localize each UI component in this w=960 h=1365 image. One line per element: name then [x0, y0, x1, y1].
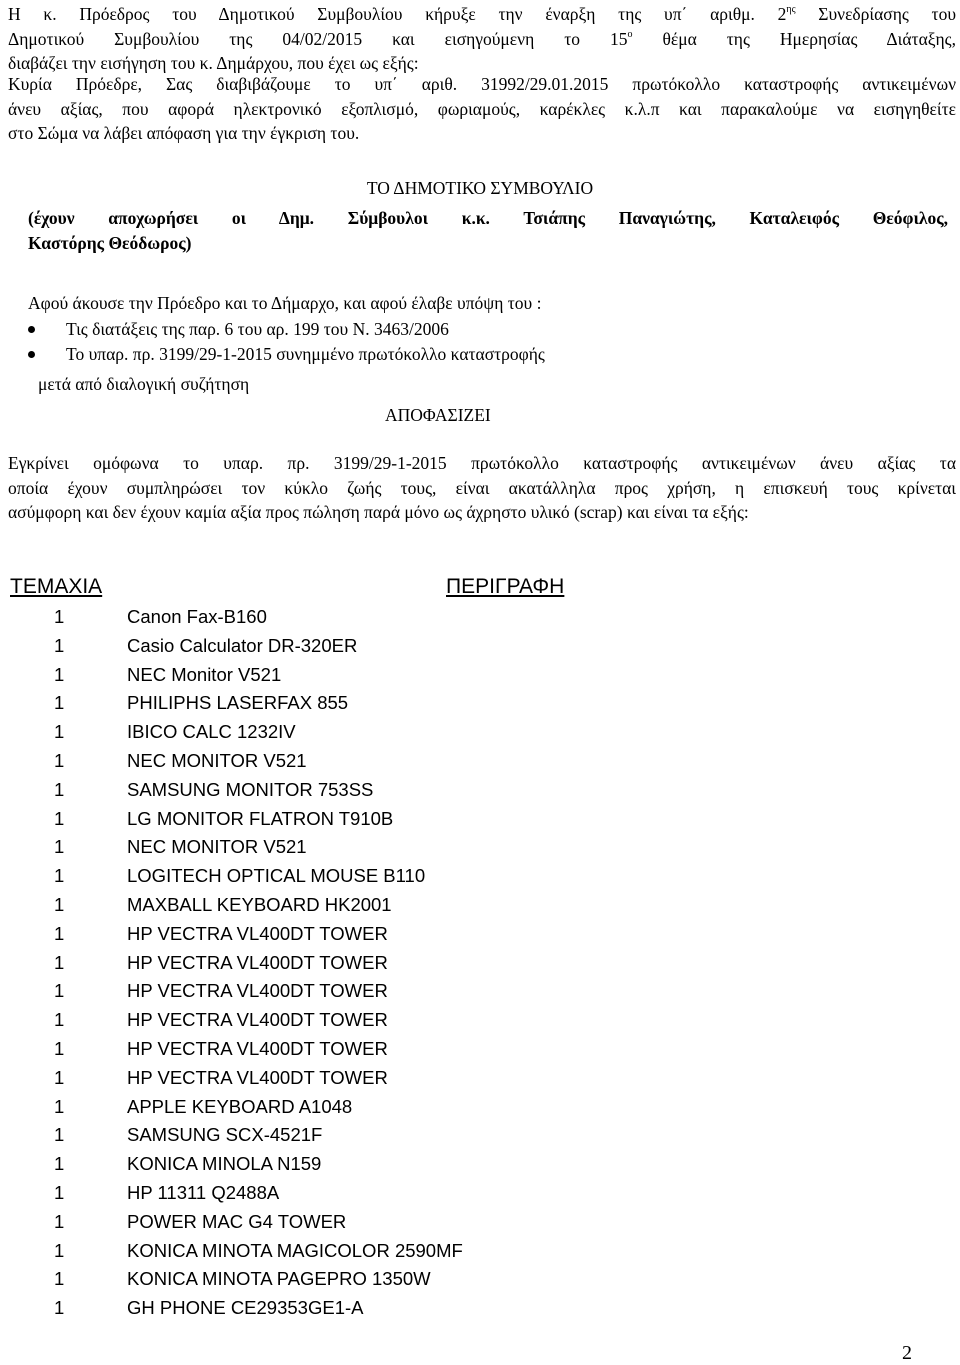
item-description: POWER MAC G4 TOWER: [127, 1210, 347, 1232]
item-qty: 1: [54, 1153, 65, 1175]
item-qty: 1: [54, 634, 65, 656]
item-qty: 1: [54, 1239, 65, 1261]
table-row: [10, 1208, 950, 1237]
decision-line-2: οποία έχουν συμπληρώσει τον κύκλο ζωής τους, είναι ακατάλληλα προς χρήση, η επισκευή τους κρίνεται: [8, 477, 956, 498]
table-row: [10, 833, 950, 862]
item-qty: 1: [54, 692, 65, 714]
item-qty: 1: [54, 1095, 65, 1117]
item-qty: 1: [54, 1297, 65, 1319]
decision-line-3: ασύμφορη και δεν έχουν καμία αξία προς πώληση παρά μόνο ως άχρηστο υλικό (scrap) και είναι τα εξής:: [8, 502, 749, 522]
item-description: GH PHONE CE29353GE1-A: [127, 1297, 364, 1319]
item-description: NEC MONITOR V521: [127, 836, 307, 858]
item-qty: 1: [54, 1037, 65, 1059]
table-row: [10, 1121, 950, 1150]
item-description: HP VECTRA VL400DT TOWER: [127, 1009, 388, 1031]
item-description: KONICA MINOTA PAGEPRO 1350W: [127, 1268, 431, 1290]
item-qty: 1: [54, 1210, 65, 1232]
table-row: [10, 689, 950, 718]
item-description: LG MONITOR FLATRON T910B: [127, 807, 394, 829]
table-row: [10, 1294, 950, 1323]
item-description: APPLE KEYBOARD A1048: [127, 1095, 353, 1117]
table-row: [10, 891, 950, 920]
bullet-icon: [28, 351, 35, 358]
table-row: [10, 1064, 950, 1093]
absent-line-2: Καστόρης Θεόδωρος): [28, 232, 192, 253]
table-row: [10, 718, 950, 747]
table-row: [10, 1179, 950, 1208]
items-table-body: [10, 603, 950, 1323]
item-description: HP VECTRA VL400DT TOWER: [127, 980, 388, 1002]
item-qty: 1: [54, 1066, 65, 1088]
item-qty: 1: [54, 980, 65, 1002]
council-title: ΤΟ ΔΗΜΟΤΙΚΟ ΣΥΜΒΟΥΛΙΟ: [366, 178, 594, 198]
decision-line-1: Εγκρίνει ομόφωνα το υπαρ. πρ. 3199/29-1-2015 πρωτόκολλο καταστροφής αντικειμένων άνευ αξίας τα: [8, 453, 956, 473]
item-qty: 1: [54, 749, 65, 771]
item-description: HP 11311 Q2488A: [127, 1181, 280, 1203]
discussion-note: μετά από διαλογική συζήτηση: [38, 374, 250, 394]
decides-heading: ΑΠΟΦΑΣΙΖΕΙ: [385, 405, 491, 425]
item-description: HP VECTRA VL400DT TOWER: [127, 951, 388, 973]
table-row: [10, 776, 950, 805]
intro-line-3: διαβάζει την εισήγηση του κ. Δημάρχου, που έχει ως εξής:: [8, 53, 419, 73]
letter-line-1: Κυρία Πρόεδρε, Σας διαβιβάζουμε το υπ΄ αριθ. 31992/29.01.2015 πρωτόκολλο καταστροφής αντικειμένων: [8, 74, 956, 94]
item-description: Casio Calculator DR-320ER: [127, 634, 358, 656]
item-qty: 1: [54, 606, 65, 627]
table-row: [10, 1006, 950, 1035]
item-qty: 1: [54, 663, 65, 685]
item-description: SAMSUNG MONITOR 753SS: [127, 778, 374, 800]
item-description: NEC Monitor V521: [127, 663, 282, 685]
item-qty: 1: [54, 893, 65, 915]
items-table: [10, 575, 950, 1323]
considering-intro: Αφού άκουσε την Πρόεδρο και το Δήμαρχο, και αφού έλαβε υπόψη του :: [28, 293, 542, 313]
table-row: [10, 920, 950, 949]
item-description: KONICA MINOLA N159: [127, 1153, 322, 1175]
item-description: HP VECTRA VL400DT TOWER: [127, 1066, 388, 1088]
table-row: [10, 805, 950, 834]
item-qty: 1: [54, 1181, 65, 1203]
page-number: 2: [902, 1342, 912, 1364]
item-description: IBICO CALC 1232IV: [127, 721, 296, 743]
decision-paragraph: [8, 451, 956, 525]
list-item: Τις διατάξεις της παρ. 6 του αρ. 199 του Ν. 3463/2006: [28, 317, 545, 342]
considering-list: [28, 317, 545, 367]
table-row: [10, 862, 950, 891]
table-row: [10, 1093, 950, 1122]
table-row: [10, 949, 950, 978]
list-item: Το υπαρ. πρ. 3199/29-1-2015 συνημμένο πρωτόκολλο καταστροφής: [28, 342, 545, 367]
item-description: LOGITECH OPTICAL MOUSE B110: [127, 865, 426, 887]
item-description: NEC MONITOR V521: [127, 749, 307, 771]
absent-line-1: (έχουν αποχωρήσει οι Δημ. Σύμβουλοι κ.κ. Τσιάπης Παναγιώτης, Καταλειφός Θεόφιλος,: [28, 208, 948, 228]
item-description: HP VECTRA VL400DT TOWER: [127, 922, 388, 944]
item-description: KONICA MINOTA MAGICOLOR 2590MF: [127, 1239, 463, 1261]
item-qty: 1: [54, 1268, 65, 1290]
item-qty: 1: [54, 836, 65, 858]
table-row: [10, 1265, 950, 1294]
intro-paragraph: [8, 2, 956, 76]
item-description: MAXBALL KEYBOARD HK2001: [127, 893, 392, 915]
item-description: Canon Fax-B160: [127, 606, 267, 627]
table-row: [10, 632, 950, 661]
item-qty: 1: [54, 1124, 65, 1146]
item-qty: 1: [54, 922, 65, 944]
item-description: SAMSUNG SCX-4521F: [127, 1124, 323, 1146]
table-row: [10, 747, 950, 776]
item-qty: 1: [54, 951, 65, 973]
items-table-header: [10, 575, 950, 603]
absent-members: [28, 206, 948, 255]
header-desc: ΠΕΡΙΓΡΑΦΗ: [446, 575, 565, 598]
intro-line-1: Η κ. Πρόεδρος του Δημοτικού Συμβουλίου κήρυξε την έναρξη της υπ΄ αριθμ. $2^{\eta\varsigma}$ Συνεδρίασης του: [8, 4, 956, 24]
item-description: PHILIPHS LASERFAX 855: [127, 692, 349, 714]
table-row: [10, 977, 950, 1006]
intro-line-2: Δημοτικού Συμβουλίου της 04/02/2015 και εισηγούμενη το $15^o$ θέμα της Ημερησίας Διάταξης,: [8, 28, 956, 49]
letter-line-3: στο Σώμα να λάβει απόφαση για την έγκριση του.: [8, 123, 360, 143]
item-description: HP VECTRA VL400DT TOWER: [127, 1037, 388, 1059]
table-row: [10, 603, 950, 632]
item-qty: 1: [54, 778, 65, 800]
item-qty: 1: [54, 1009, 65, 1031]
letter-line-2: άνευ αξίας, που αφορά ηλεκτρονικό εξοπλισμό, φωριαμούς, καρέκλες κ.λ.π και παρακαλούμε να εισηγηθείτε: [8, 98, 956, 119]
table-row: [10, 1237, 950, 1266]
item-qty: 1: [54, 721, 65, 743]
table-row: [10, 1035, 950, 1064]
header-qty: ΤΕΜΑΧΙΑ: [10, 575, 103, 598]
item-qty: 1: [54, 865, 65, 887]
bullet-icon: [28, 326, 35, 333]
table-row: [10, 661, 950, 690]
item-qty: 1: [54, 807, 65, 829]
table-row: [10, 1150, 950, 1179]
letter-paragraph: [8, 72, 956, 146]
